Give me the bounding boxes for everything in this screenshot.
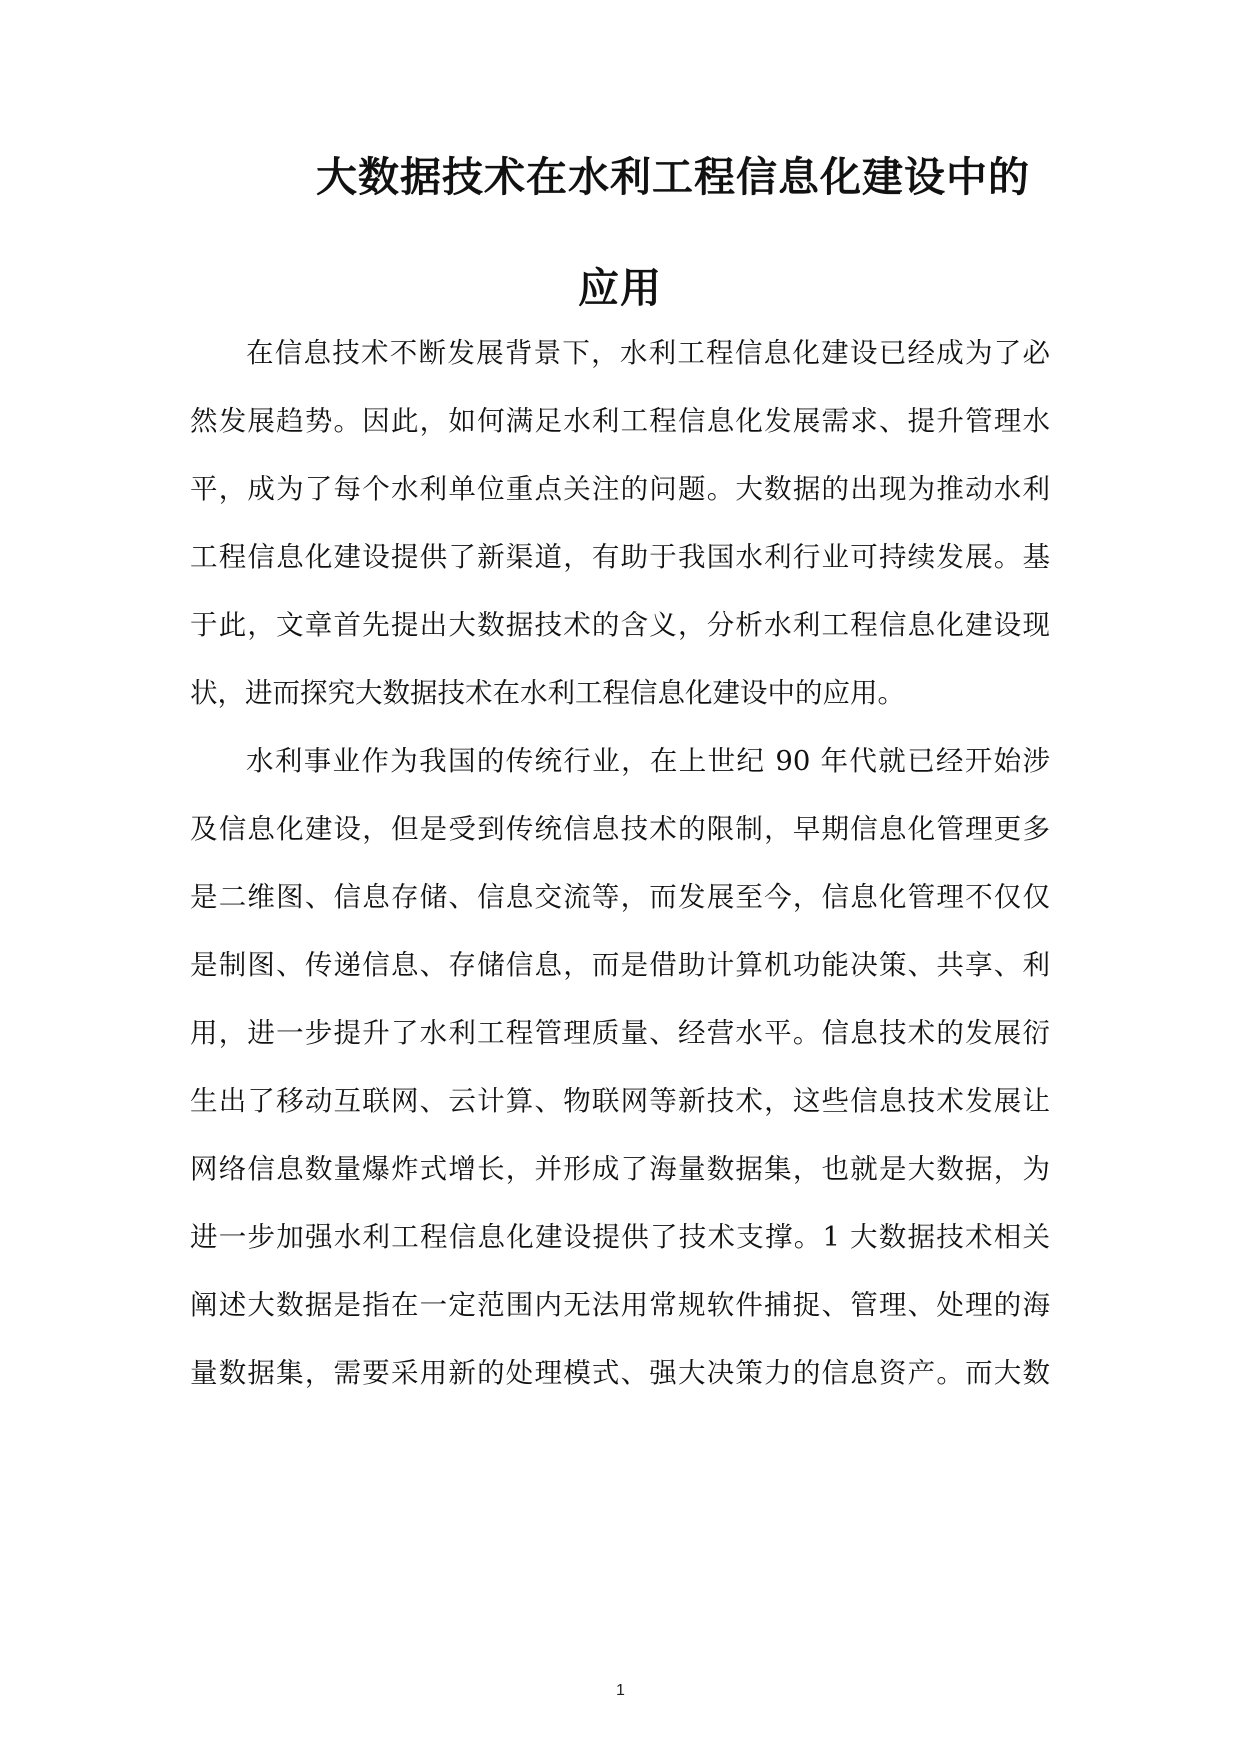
paragraph-line: 及信息化建设，但是受到传统信息技术的限制，早期信息化管理更多 (190, 813, 1050, 845)
paragraph-line: 是二维图、信息存储、信息交流等，而发展至今，信息化管理不仅仅 (190, 881, 1050, 913)
paragraph-line: 然发展趋势。因此，如何满足水利工程信息化发展需求、提升管理水 (190, 405, 1050, 437)
paragraph-line: 进一步加强水利工程信息化建设提供了技术支撑。1 大数据技术相关 (190, 1221, 1050, 1253)
page-number: 1 (616, 1682, 625, 1699)
document-title-line-2: 应用 (578, 264, 662, 312)
paragraph-line: 工程信息化建设提供了新渠道，有助于我国水利行业可持续发展。基 (190, 541, 1050, 573)
paragraph-line: 于此，文章首先提出大数据技术的含义，分析水利工程信息化建设现 (190, 609, 1050, 641)
paragraph-line: 平，成为了每个水利单位重点关注的问题。大数据的出现为推动水利 (190, 473, 1050, 505)
paragraph-line: 量数据集，需要采用新的处理模式、强大决策力的信息资产。而大数 (190, 1357, 1050, 1389)
paragraph-line: 生出了移动互联网、云计算、物联网等新技术，这些信息技术发展让 (190, 1085, 1050, 1117)
paragraph-line: 阐述大数据是指在一定范围内无法用常规软件捕捉、管理、处理的海 (190, 1289, 1050, 1321)
paragraph-line: 是制图、传递信息、存储信息，而是借助计算机功能决策、共享、利 (190, 949, 1050, 981)
paragraph-line: 用，进一步提升了水利工程管理质量、经营水平。信息技术的发展衍 (190, 1017, 1050, 1049)
document-title-line-1: 大数据技术在水利工程信息化建设中的 (316, 153, 1030, 201)
paragraph-line: 在信息技术不断发展背景下，水利工程信息化建设已经成为了必 (246, 337, 1050, 369)
paragraph-line: 状，进而探究大数据技术在水利工程信息化建设中的应用。 (190, 677, 905, 709)
paragraph-line: 水利事业作为我国的传统行业，在上世纪 90 年代就已经开始涉 (246, 745, 1050, 777)
paragraph-line: 网络信息数量爆炸式增长，并形成了海量数据集，也就是大数据，为 (190, 1153, 1050, 1185)
